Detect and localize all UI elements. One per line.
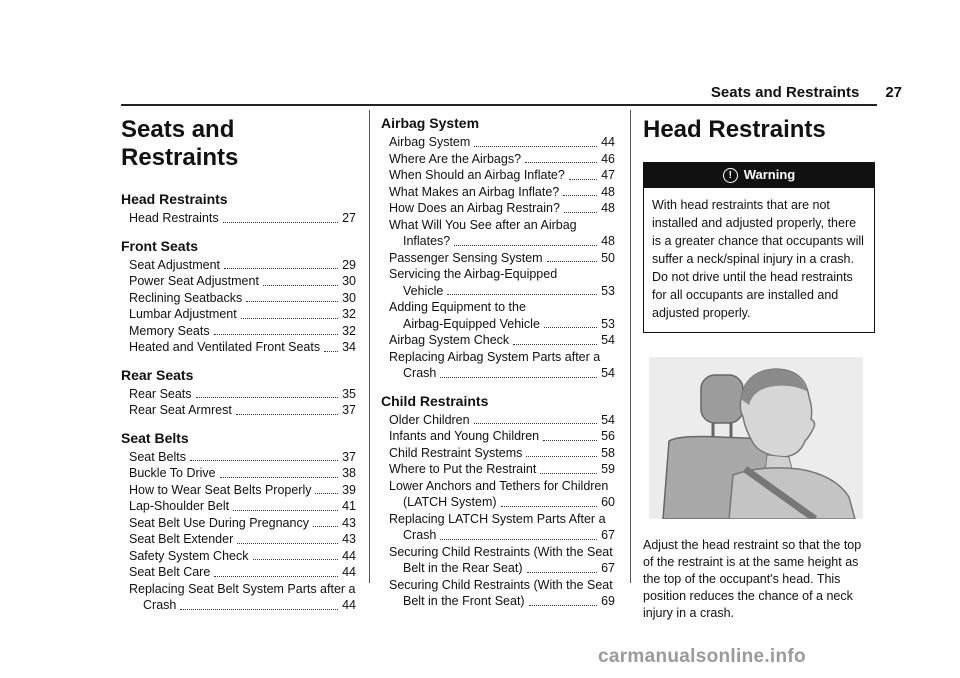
toc-entry-title: Where Are the Airbags?	[389, 151, 522, 166]
toc-entry-title: Seat Belt Care	[129, 565, 211, 579]
dot-leader	[180, 609, 338, 610]
dot-leader	[224, 268, 338, 269]
warning-box	[643, 162, 875, 333]
dot-leader	[540, 473, 597, 474]
toc-entry[interactable]	[121, 531, 356, 548]
toc-page-number: 30	[342, 274, 356, 288]
toc-entry[interactable]	[121, 402, 356, 419]
head-restraint-instructions: Adjust the head restraint so that the top of the restraint is at the same height as the top of the occupant's head. This position reduces the chance of a neck injury in a crash.	[643, 537, 862, 620]
toc-entry[interactable]	[381, 151, 615, 168]
toc-page-number: 48	[601, 201, 615, 215]
dot-leader	[501, 506, 598, 507]
toc-entry-title: How Does an Airbag Restrain?	[389, 201, 560, 215]
toc-entry-title: Memory Seats	[129, 323, 210, 338]
toc-entry[interactable]	[381, 544, 615, 577]
occupant-illustration	[649, 357, 863, 519]
toc-entry[interactable]	[121, 257, 356, 274]
dot-leader	[547, 261, 598, 262]
toc-page-number: 43	[342, 515, 356, 530]
toc-entry-title: Servicing the Airbag-Equipped	[389, 267, 558, 281]
toc-entry[interactable]	[381, 511, 615, 544]
dot-leader	[525, 162, 597, 163]
running-header	[711, 84, 902, 101]
toc-page-number: 34	[342, 340, 356, 354]
dot-leader	[454, 245, 597, 246]
toc-entry[interactable]	[381, 428, 615, 445]
toc-page-number: 54	[601, 412, 615, 427]
toc-entry-title: Safety System Check	[129, 548, 249, 563]
toc-entry[interactable]	[381, 332, 615, 349]
dot-leader	[440, 539, 597, 540]
toc-entry-title: Seat Adjustment	[129, 257, 221, 272]
toc-entry-title: What Will You See after an Airbag	[389, 217, 577, 232]
toc-entry[interactable]	[121, 306, 356, 323]
toc-left-column	[121, 114, 356, 614]
toc-page-number: 44	[342, 548, 356, 563]
toc-page-number: 67	[601, 561, 615, 575]
toc-entry[interactable]	[381, 200, 615, 217]
toc-entry[interactable]	[121, 386, 356, 403]
dot-leader	[543, 440, 597, 441]
toc-page-number: 48	[601, 234, 615, 248]
toc-entry-title: Buckle To Drive	[129, 466, 216, 480]
toc-entry-title: Replacing Airbag System Parts after a	[389, 349, 601, 364]
dot-leader	[527, 572, 598, 573]
toc-entry-title-cont: Belt in the Rear Seat)	[403, 561, 523, 575]
toc-page-number: 37	[342, 449, 356, 464]
toc-entry[interactable]	[381, 445, 615, 462]
toc-entry-title: Head Restraints	[129, 211, 219, 225]
warning-icon: !	[723, 168, 738, 183]
toc-section-heading: Front Seats	[121, 237, 199, 254]
toc-page-number: 41	[342, 499, 356, 513]
dot-leader	[529, 605, 598, 606]
chapter-title: Seats and Restraints	[121, 116, 239, 171]
toc-entry[interactable]	[121, 482, 356, 499]
toc-entry-title: Adding Equipment to the	[389, 300, 526, 314]
dot-leader	[544, 327, 597, 328]
toc-entry-title: Securing Child Restraints (With the Seat	[389, 577, 613, 592]
toc-entry[interactable]	[381, 478, 615, 511]
toc-entry[interactable]	[121, 548, 356, 565]
dot-leader	[220, 477, 338, 478]
watermark: carmanualsonline.info	[598, 646, 806, 667]
dot-leader	[447, 294, 597, 295]
toc-page-number: 44	[342, 598, 356, 612]
toc-entry-title: Replacing LATCH System Parts After a	[389, 511, 606, 526]
dot-leader	[223, 222, 338, 223]
toc-entry-title: Power Seat Adjustment	[129, 274, 259, 288]
page-number: 27	[885, 84, 902, 101]
toc-middle-column	[381, 114, 615, 610]
section-title: Head Restraints	[643, 116, 826, 143]
toc-page-number: 48	[601, 184, 615, 199]
dot-leader	[440, 377, 597, 378]
toc-entry[interactable]	[381, 577, 615, 610]
toc-entry-title: Lumbar Adjustment	[129, 307, 237, 321]
toc-entry[interactable]	[381, 217, 615, 250]
toc-entry-title: Airbag System Check	[389, 333, 510, 347]
toc-entry-title: Lower Anchors and Tethers for Children	[389, 478, 609, 493]
toc-groups-left	[121, 190, 356, 614]
toc-entry-title: Passenger Sensing System	[389, 250, 543, 265]
toc-page-number: 29	[342, 257, 356, 272]
toc-entry[interactable]	[381, 299, 615, 332]
toc-entry-title-cont: Crash	[403, 528, 437, 542]
warning-label: Warning	[743, 167, 796, 182]
toc-entry[interactable]	[381, 461, 615, 478]
dot-leader	[214, 334, 339, 335]
toc-page-number: 67	[601, 528, 615, 542]
toc-page-number: 37	[342, 403, 356, 417]
toc-section-heading: Seat Belts	[121, 429, 189, 446]
toc-section-heading: Head Restraints	[121, 191, 228, 207]
dot-leader	[564, 212, 597, 213]
toc-page-number: 35	[342, 386, 356, 401]
toc-entry-title: Seat Belt Extender	[129, 532, 234, 546]
dot-leader	[246, 301, 338, 302]
toc-entry[interactable]	[381, 266, 615, 299]
toc-entry-title-cont: Vehicle	[403, 283, 444, 298]
dot-leader	[237, 543, 338, 544]
toc-entry-title: What Makes an Airbag Inflate?	[389, 184, 560, 199]
dot-leader	[474, 146, 597, 147]
toc-page-number: 39	[342, 482, 356, 497]
toc-entry-title: Lap-Shoulder Belt	[129, 499, 230, 513]
dot-leader	[241, 318, 338, 319]
toc-entry[interactable]	[381, 349, 615, 382]
toc-entry-title-cont: (LATCH System)	[403, 495, 497, 509]
toc-entry[interactable]	[121, 564, 356, 581]
toc-entry-title: When Should an Airbag Inflate?	[389, 168, 565, 182]
dot-leader	[563, 195, 597, 196]
dot-leader	[214, 576, 338, 577]
toc-entry[interactable]	[121, 273, 356, 290]
toc-page-number: 50	[601, 250, 615, 265]
toc-entry[interactable]	[121, 581, 356, 614]
dot-leader	[253, 559, 339, 560]
toc-entry-title: Securing Child Restraints (With the Seat	[389, 544, 613, 559]
toc-entry-title: How to Wear Seat Belts Properly	[129, 482, 312, 497]
toc-entry-title-cont: Airbag-Equipped Vehicle	[403, 316, 540, 331]
column-divider	[369, 110, 370, 583]
toc-entry-title: Seat Belts	[129, 449, 186, 464]
dot-leader	[324, 351, 338, 352]
dot-leader	[233, 510, 338, 511]
toc-entry[interactable]	[121, 449, 356, 466]
toc-entry[interactable]	[381, 412, 615, 429]
toc-entry-title-cont: Crash	[143, 598, 177, 612]
toc-entry-title: Where to Put the Restraint	[389, 462, 537, 476]
toc-page-number: 44	[342, 565, 356, 579]
header-rule	[121, 104, 877, 106]
column-divider	[630, 110, 631, 583]
toc-entry[interactable]	[121, 323, 356, 340]
toc-page-number: 38	[342, 466, 356, 480]
toc-entry[interactable]	[381, 167, 615, 184]
toc-section-heading: Airbag System	[381, 115, 480, 131]
toc-page-number: 30	[342, 290, 356, 305]
dot-leader	[513, 344, 597, 345]
toc-section-heading: Rear Seats	[121, 366, 194, 383]
toc-page-number: 32	[342, 307, 356, 321]
toc-entry-title: Reclining Seatbacks	[129, 290, 243, 305]
content-column	[643, 114, 875, 622]
toc-entry-title-cont: Inflates?	[403, 234, 451, 248]
dot-leader	[236, 414, 338, 415]
toc-entry[interactable]	[121, 290, 356, 307]
toc-page-number: 58	[601, 445, 615, 460]
toc-section-heading: Child Restraints	[381, 392, 489, 409]
toc-entry[interactable]	[121, 515, 356, 532]
toc-page-number: 44	[601, 135, 615, 149]
dot-leader	[263, 285, 338, 286]
toc-entry-title: Child Restraint Systems	[389, 445, 523, 460]
toc-entry-title: Older Children	[389, 412, 470, 427]
dot-leader	[313, 526, 338, 527]
toc-entry-title: Rear Seats	[129, 386, 192, 401]
toc-page-number: 43	[342, 532, 356, 546]
toc-entry-title: Airbag System	[389, 135, 471, 149]
toc-entry[interactable]	[121, 498, 356, 515]
dot-leader	[315, 493, 338, 494]
dot-leader	[474, 423, 598, 424]
toc-page-number: 53	[601, 283, 615, 298]
dot-leader	[196, 397, 339, 398]
dot-leader	[190, 460, 338, 461]
toc-entry-title: Rear Seat Armrest	[129, 403, 232, 417]
toc-entry[interactable]	[381, 184, 615, 201]
toc-page-number: 54	[601, 366, 615, 380]
toc-entry-title: Heated and Ventilated Front Seats	[129, 340, 321, 354]
toc-entry-title-cont: Crash	[403, 366, 437, 380]
head-restraint-illustration	[649, 357, 863, 519]
warning-text: With head restraints that are not installed and adjusted properly, there is a greater chance that occupants will suffer a neck/spinal injury in a crash. Do not drive until the head restraints for all occupants are installed and adjusted properly.	[652, 197, 864, 320]
toc-page-number: 53	[601, 316, 615, 331]
toc-page-number: 27	[342, 211, 356, 225]
toc-page-number: 60	[601, 495, 615, 509]
warning-header	[644, 163, 874, 188]
toc-page-number: 46	[601, 151, 615, 166]
toc-page-number: 59	[601, 462, 615, 476]
dot-leader	[526, 456, 597, 457]
toc-page-number: 56	[601, 429, 615, 443]
toc-page-number: 54	[601, 333, 615, 347]
toc-entry-title: Infants and Young Children	[389, 429, 540, 443]
toc-entry-title: Seat Belt Use During Pregnancy	[129, 515, 309, 530]
dot-leader	[569, 179, 597, 180]
toc-entry-title-cont: Belt in the Front Seat)	[403, 594, 525, 608]
toc-entry[interactable]	[121, 210, 356, 227]
toc-page-number: 69	[601, 594, 615, 608]
toc-groups-middle	[381, 114, 615, 610]
toc-entry[interactable]	[121, 339, 356, 356]
toc-entry[interactable]	[121, 465, 356, 482]
toc-entry-title: Replacing Seat Belt System Parts after a	[129, 581, 356, 596]
toc-entry[interactable]	[381, 250, 615, 267]
header-section-title: Seats and Restraints	[710, 84, 860, 101]
toc-page-number: 32	[342, 323, 356, 338]
toc-page-number: 47	[601, 168, 615, 182]
toc-entry[interactable]	[381, 134, 615, 151]
